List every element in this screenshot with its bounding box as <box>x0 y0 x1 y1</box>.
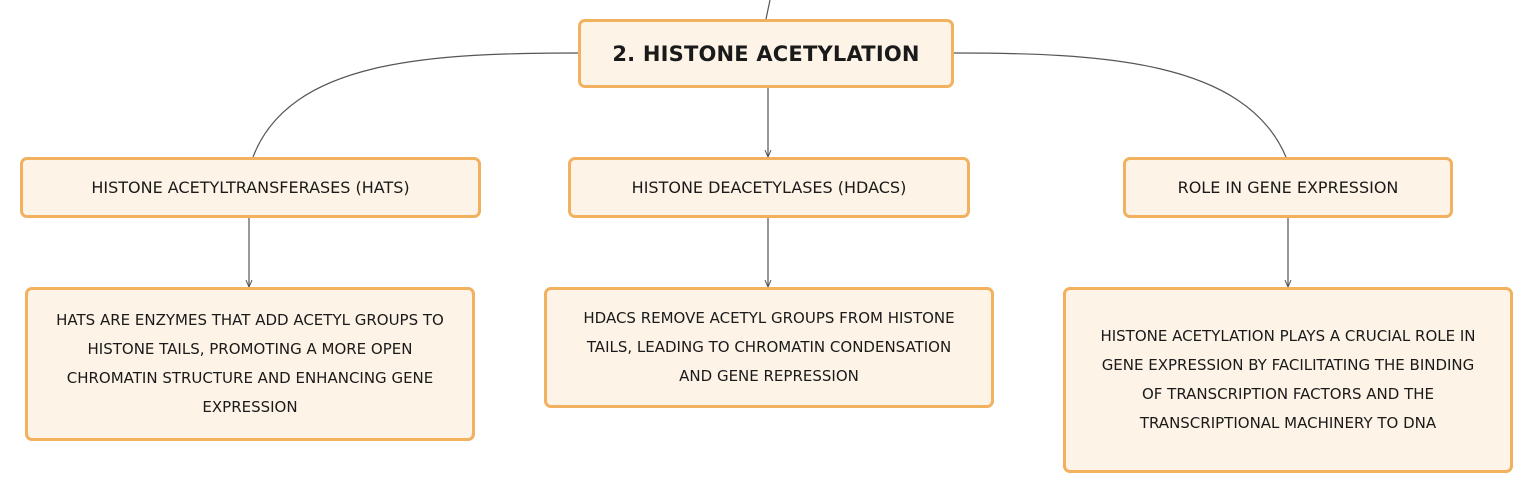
detail-line: HATS ARE ENZYMES THAT ADD ACETYL GROUPS TO <box>56 311 444 329</box>
branch-node-label: HISTONE ACETYLTRANSFERASES (HATS) <box>91 178 410 197</box>
detail-node-hdacs[interactable] <box>544 287 994 408</box>
branch-node-label: HISTONE DEACETYLASES (HDACS) <box>631 178 907 197</box>
detail-line: EXPRESSION <box>202 398 298 416</box>
detail-line: CHROMATIN STRUCTURE AND ENHANCING GENE <box>66 369 434 387</box>
detail-line: HISTONE ACETYLATION PLAYS A CRUCIAL ROLE IN <box>1100 327 1476 345</box>
branch-node-hats[interactable] <box>20 157 481 218</box>
detail-line: HISTONE TAILS, PROMOTING A MORE OPEN <box>87 340 413 358</box>
root-node[interactable] <box>578 19 954 88</box>
detail-text <box>56 306 444 422</box>
detail-node-hats[interactable] <box>25 287 475 441</box>
detail-text <box>583 304 954 391</box>
detail-text <box>1100 322 1475 438</box>
detail-line: AND GENE REPRESSION <box>679 367 859 385</box>
branch-node-role[interactable] <box>1123 157 1453 218</box>
connector-root-to-hats <box>253 53 578 157</box>
branch-node-label: ROLE IN GENE EXPRESSION <box>1177 178 1399 197</box>
branch-node-hdacs[interactable] <box>568 157 970 218</box>
root-node-label: 2. HISTONE ACETYLATION <box>612 41 920 66</box>
connector-root-to-role <box>954 53 1286 157</box>
detail-line: OF TRANSCRIPTION FACTORS AND THE <box>1141 385 1435 403</box>
detail-line: HDACS REMOVE ACETYL GROUPS FROM HISTONE <box>583 309 955 327</box>
detail-line: TAILS, LEADING TO CHROMATIN CONDENSATION <box>586 338 952 356</box>
connector-incoming <box>766 0 770 19</box>
detail-node-role[interactable] <box>1063 287 1513 473</box>
detail-line: TRANSCRIPTIONAL MACHINERY TO DNA <box>1139 414 1437 432</box>
detail-line: GENE EXPRESSION BY FACILITATING THE BINDING <box>1101 356 1475 374</box>
